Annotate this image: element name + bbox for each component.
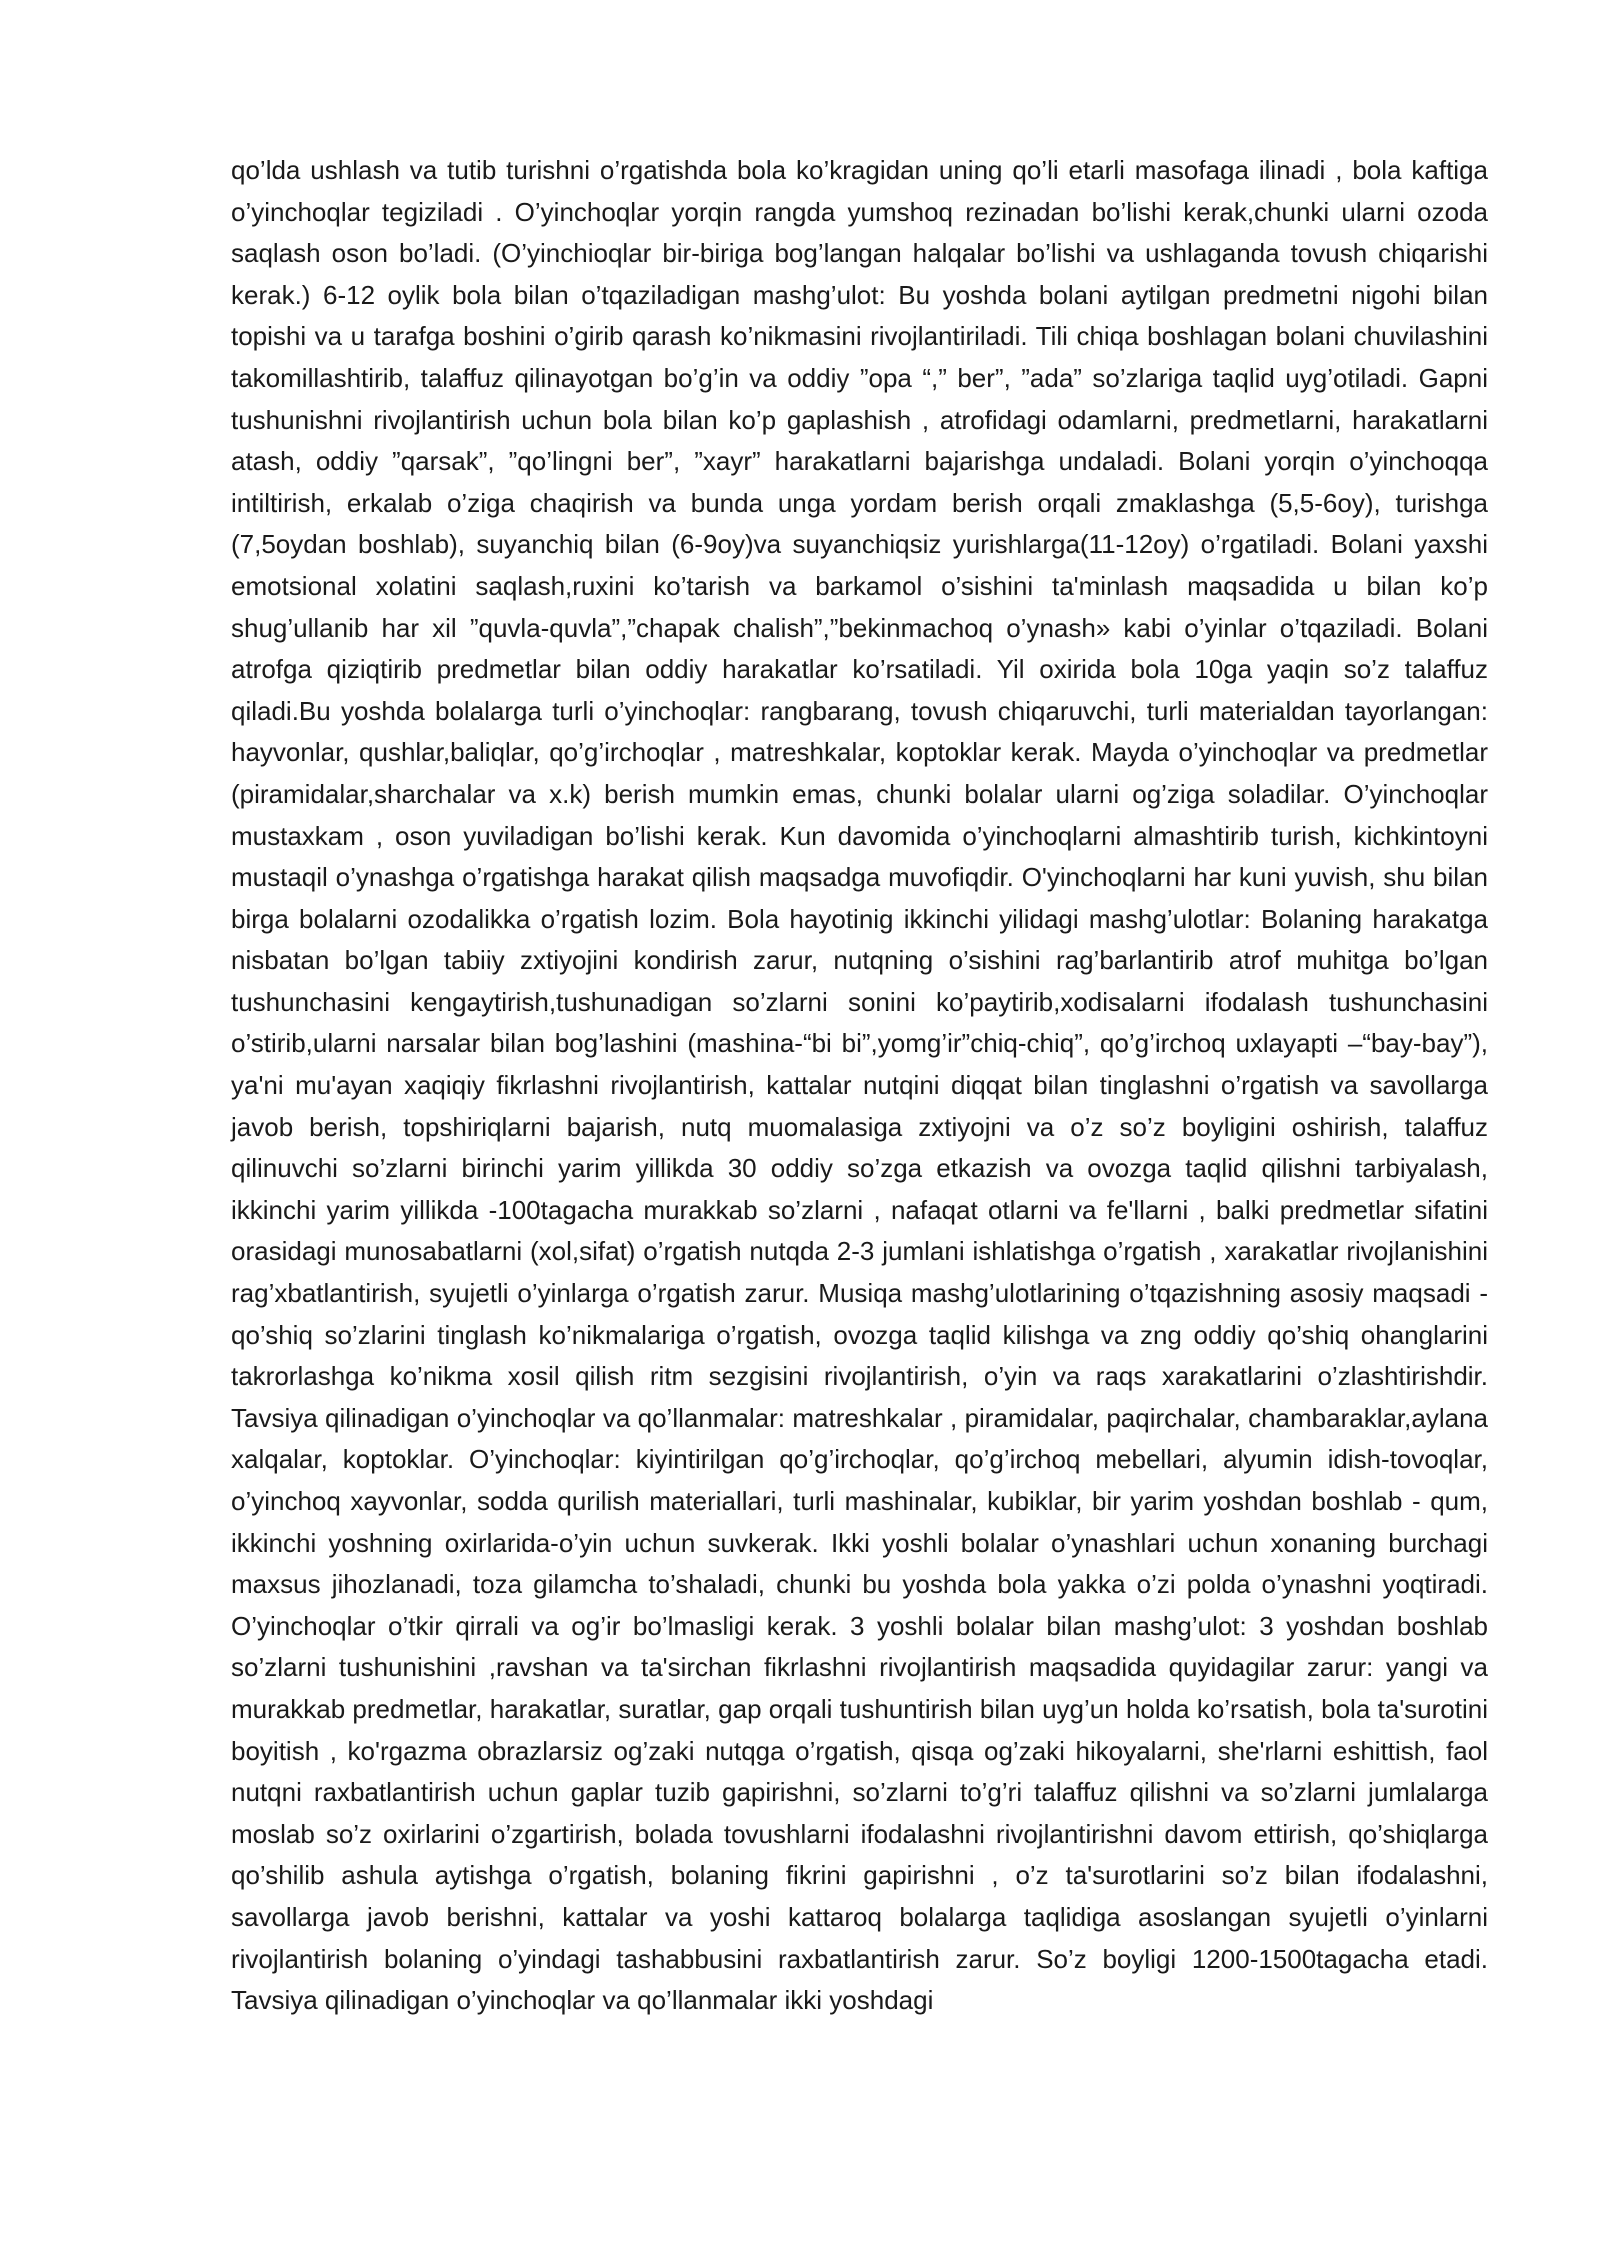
body-paragraph: qo’lda ushlash va tutib turishni o’rgatishda bola ko’kragidan uning qo’li etarli masofaga ilinadi , bola kaftiga o’yinchoqlar tegiziladi . O’yinchoqlar yorqin rangda yumshoq rezinadan bo’lishi kerak,chunki ularni ozoda saqlash oson bo’ladi. (O’yinchioqlar bir-biriga bog’langan halqalar bo’lishi va ushlaganda tovush chiqarishi kerak.) 6-12 oylik bola bilan o’tqaziladigan mashg’ulot: Bu yoshda bolani aytilgan predmetni nigohi bilan topishi va u tarafga boshini o’girib qarash ko’nikmasini rivojlantiriladi. Tili chiqa boshlagan bolani chuvilashini takomillashtirib, talaffuz qilinayotgan bo’g’in va oddiy ”opa “,” ber”, ”ada” so’zlariga taqlid uyg’otiladi. Gapni tushunishni rivojlantirish uchun bola bilan ko’p gaplashish , atrofidagi odamlarni, predmetlarni, harakatlarni atash, oddiy ”qarsak”, ”qo’lingni ber”, ”xayr” harakatlarni bajarishga undaladi. Bolani yorqin o’yinchoqqa intiltirish, erkalab o’ziga chaqirish va bunda unga yordam berish orqali zmaklashga (5,5-6oy), turishga (7,5oydan boshlab), suyanchiq bilan (6-9oy)va suyanchiqsiz yurishlarga(11-12oy) o’rgatiladi. Bolani yaxshi emotsional xolatini saqlash,ruxini ko’tarish va barkamol o’sishini ta'minlash maqsadida u bilan ko’p shug’ullanib har xil ”quvla-quvla”,”chapak chalish”,”bekinmachoq o’ynash» kabi o’yinlar o’tqaziladi. Bolani atrofga qiziqtirib predmetlar bilan oddiy harakatlar ko’rsatiladi. Yil oxirida bola 10ga yaqin so’z talaffuz qiladi.Bu yoshda bolalarga turli o’yinchoqlar: rangbarang, tovush chiqaruvchi, turli materialdan tayorlangan: hayvonlar, qushlar,baliqlar, qo’g’irchoqlar , matreshkalar, koptoklar kerak. Mayda o’yinchoqlar va predmetlar (piramidalar,sharchalar va x.k) berish mumkin emas, chunki bolalar ularni og’ziga soladilar. O’yinchoqlar mustaxkam , oson yuviladigan bo’lishi kerak. Kun davomida o’yinchoqlarni almashtirib turish, kichkintoyni mustaqil o’ynashga o’rgatishga harakat qilish maqsadga muvofiqdir. O'yinchoqlarni har kuni yuvish, shu bilan birga bolalarni ozodalikka o’rgatish lozim. Bola hayotinig ikkinchi yilidagi mashg’ulotlar: Bolaning harakatga nisbatan bo’lgan tabiiy zxtiyojini kondirish zarur, nutqning o’sishini rag’barlantirib atrof muhitga bo’lgan tushunchasini kengaytirish,tushunadigan so’zlarni sonini ko’paytirib,xodisalarni ifodalash tushunchasini o’stirib,ularni narsalar bilan bog’lashini (mashina-“bi bi”,yomg’ir”chiq-chiq”, qo’g’irchoq uxlayapti –“bay-bay”), ya'ni mu'ayan xaqiqiy fikrlashni rivojlantirish, kattalar nutqini diqqat bilan tinglashni o’rgatish va savollarga javob berish, topshiriqlarni bajarish, nutq muomalasiga zxtiyojni va o’z so’z boyligini oshirish, talaffuz qilinuvchi so’zlarni birinchi yarim yillikda 30 oddiy so’zga etkazish va ovozga taqlid qilishni tarbiyalash, ikkinchi yarim yillikda -100tagacha murakkab so’zlarni , nafaqat otlarni va fe'llarni , balki predmetlar sifatini orasidagi munosabatlarni (xol,sifat) o’rgatish nutqda 2-3 jumlani ishlatishga o’rgatish , xarakatlar rivojlanishini rag’xbatlantirish, syujetli o’yinlarga o’rgatish zarur. Musiqa mashg’ulotlarining o’tqazishning asosiy maqsadi - qo’shiq so’zlarini tinglash ko’nikmalariga o’rgatish, ovozga taqlid kilishga va zng oddiy qo’shiq ohanglarini takrorlashga ko’nikma xosil qilish ritm sezgisini rivojlantirish, o’yin va raqs xarakatlarini o’zlashtirishdir. Tavsiya qilinadigan o’yinchoqlar va qo’llanmalar: matreshkalar , piramidalar, paqirchalar, chambaraklar,aylana xalqalar, koptoklar. O’yinchoqlar: kiyintirilgan qo’g’irchoqlar, qo’g’irchoq mebellari, alyumin idish-tovoqlar, o’yinchoq xayvonlar, sodda qurilish materiallari, turli mashinalar, kubiklar, bir yarim yoshdan boshlab - qum, ikkinchi yoshning oxirlarida-o’yin uchun suvkerak. Ikki yoshli bolalar o’ynashlari uchun xonaning burchagi maxsus jihozlanadi, toza gilamcha to’shaladi, chunki bu yoshda bola yakka o’zi polda o’ynashni yoqtiradi. O’yinchoqlar o’tkir qirrali va og’ir bo’lmasligi kerak. 3 yoshli bolalar bilan mashg’ulot: 3 yoshdan boshlab so’zlarni tushunishini ,ravshan va ta'sirchan fikrlashni rivojlantirish maqsadida quyidagilar zarur: yangi va murakkab predmetlar, harakatlar, suratlar, gap orqali tushuntirish bilan uyg’un holda ko’rsatish, bola ta'surotini boyitish , ko'rgazma obrazlarsiz og’zaki nutqga o’rgatish, qisqa og’zaki hikoyalarni, she'rlarni eshittish, faol nutqni raxbatlantirish uchun gaplar tuzib gapirishni, so’zlarni to’g’ri talaffuz qilishni va so’zlarni jumlalarga moslab so’z oxirlarini o’zgartirish, bolada tovushlarni ifodalashni rivojlantirishni davom ettirish, qo’shiqlarga qo’shilib ashula aytishga o’rgatish, bolaning fikrini gapirishni , o’z ta'surotlarini so’z bilan ifodalashni, savollarga javob berishni, kattalar va yoshi kattaroq bolalarga taqlidiga asoslangan syujetli o’yinlarni rivojlantirish bolaning o’yindagi tashabbusini raxbatlantirish zarur. So’z boyligi 1200-1500tagacha etadi. Tavsiya qilinadigan o’yinchoqlar va qo’llanmalar ikki yoshdagi bbox=[231, 155, 1488, 2016]
